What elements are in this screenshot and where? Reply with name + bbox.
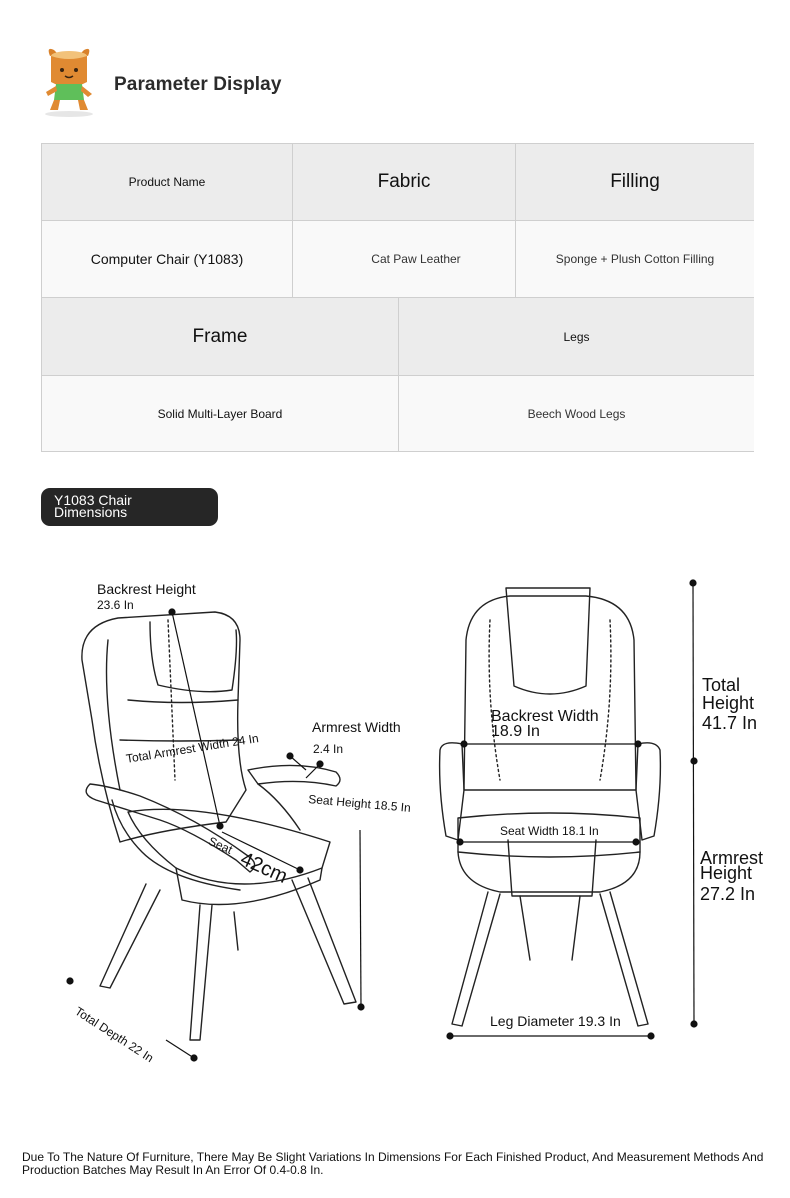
armrest-height-line-2: Height: [700, 863, 753, 883]
armrest-height-value: 27.2 In: [700, 884, 756, 904]
table-header-fabric: Fabric: [293, 144, 516, 221]
front-chair-legs: [452, 892, 500, 1026]
total-depth-label: Total Depth 22 In: [72, 1004, 157, 1066]
side-chair-front-leg: [100, 884, 160, 988]
seat-depth-value: 42cm: [237, 848, 291, 888]
total-height-line-1: Total: [702, 675, 741, 695]
table-cell-legs: Beech Wood Legs: [399, 376, 754, 451]
total-armrest-width-label: Total Armrest Width 24 In: [125, 731, 260, 766]
seat-depth-label: Seat: [206, 834, 235, 857]
seat-height-label: Seat Height 18.5 In: [307, 792, 412, 815]
backrest-height-label: Backrest Height: [97, 581, 196, 597]
table-header-frame: Frame: [42, 298, 399, 376]
seat-width-label: Seat Width 18.1 In: [500, 824, 599, 838]
total-height-line-2: Height: [702, 693, 755, 713]
armrest-width-value: 2.4 In: [313, 742, 344, 756]
side-chair-left-armrest: [86, 784, 254, 872]
badge-line-2: Dimensions: [54, 504, 128, 520]
total-height-value: 41.7 In: [702, 713, 758, 733]
measurement-disclaimer: Due To The Nature Of Furniture, There May Be Slight Variations In Dimensions For Each Finished Product, And Measurement Methods And Production Batches May Result In An Error Of 0.4-0.8 In.: [22, 1150, 764, 1177]
table-cell-filling: Sponge + Plush Cotton Filling: [516, 221, 754, 298]
armrest-height-line-1: Armrest: [700, 848, 763, 868]
backrest-height-value: 23.6 In: [97, 598, 134, 612]
table-header-product-name: Product Name: [42, 144, 293, 221]
front-chair-left-armrest: [440, 743, 464, 840]
backrest-width-value: 18.9 In: [491, 723, 540, 740]
page-title: Parameter Display: [114, 74, 282, 95]
table-header-legs: Legs: [399, 298, 754, 376]
table-cell-fabric: Cat Paw Leather: [293, 221, 516, 298]
table-cell-product-name: Computer Chair (Y1083): [42, 221, 293, 298]
armrest-width-label: Armrest Width: [312, 719, 401, 735]
table-header-filling: Filling: [516, 144, 754, 221]
backrest-width-label: Backrest Width: [491, 708, 599, 725]
badge-line-1: Y1083 Chair: [54, 492, 132, 508]
table-cell-frame: Solid Multi-Layer Board: [42, 376, 399, 451]
side-chair-right-armrest: [248, 765, 340, 786]
side-chair-backrest: [82, 612, 246, 842]
leg-diameter-label: Leg Diameter 19.3 In: [490, 1013, 621, 1029]
